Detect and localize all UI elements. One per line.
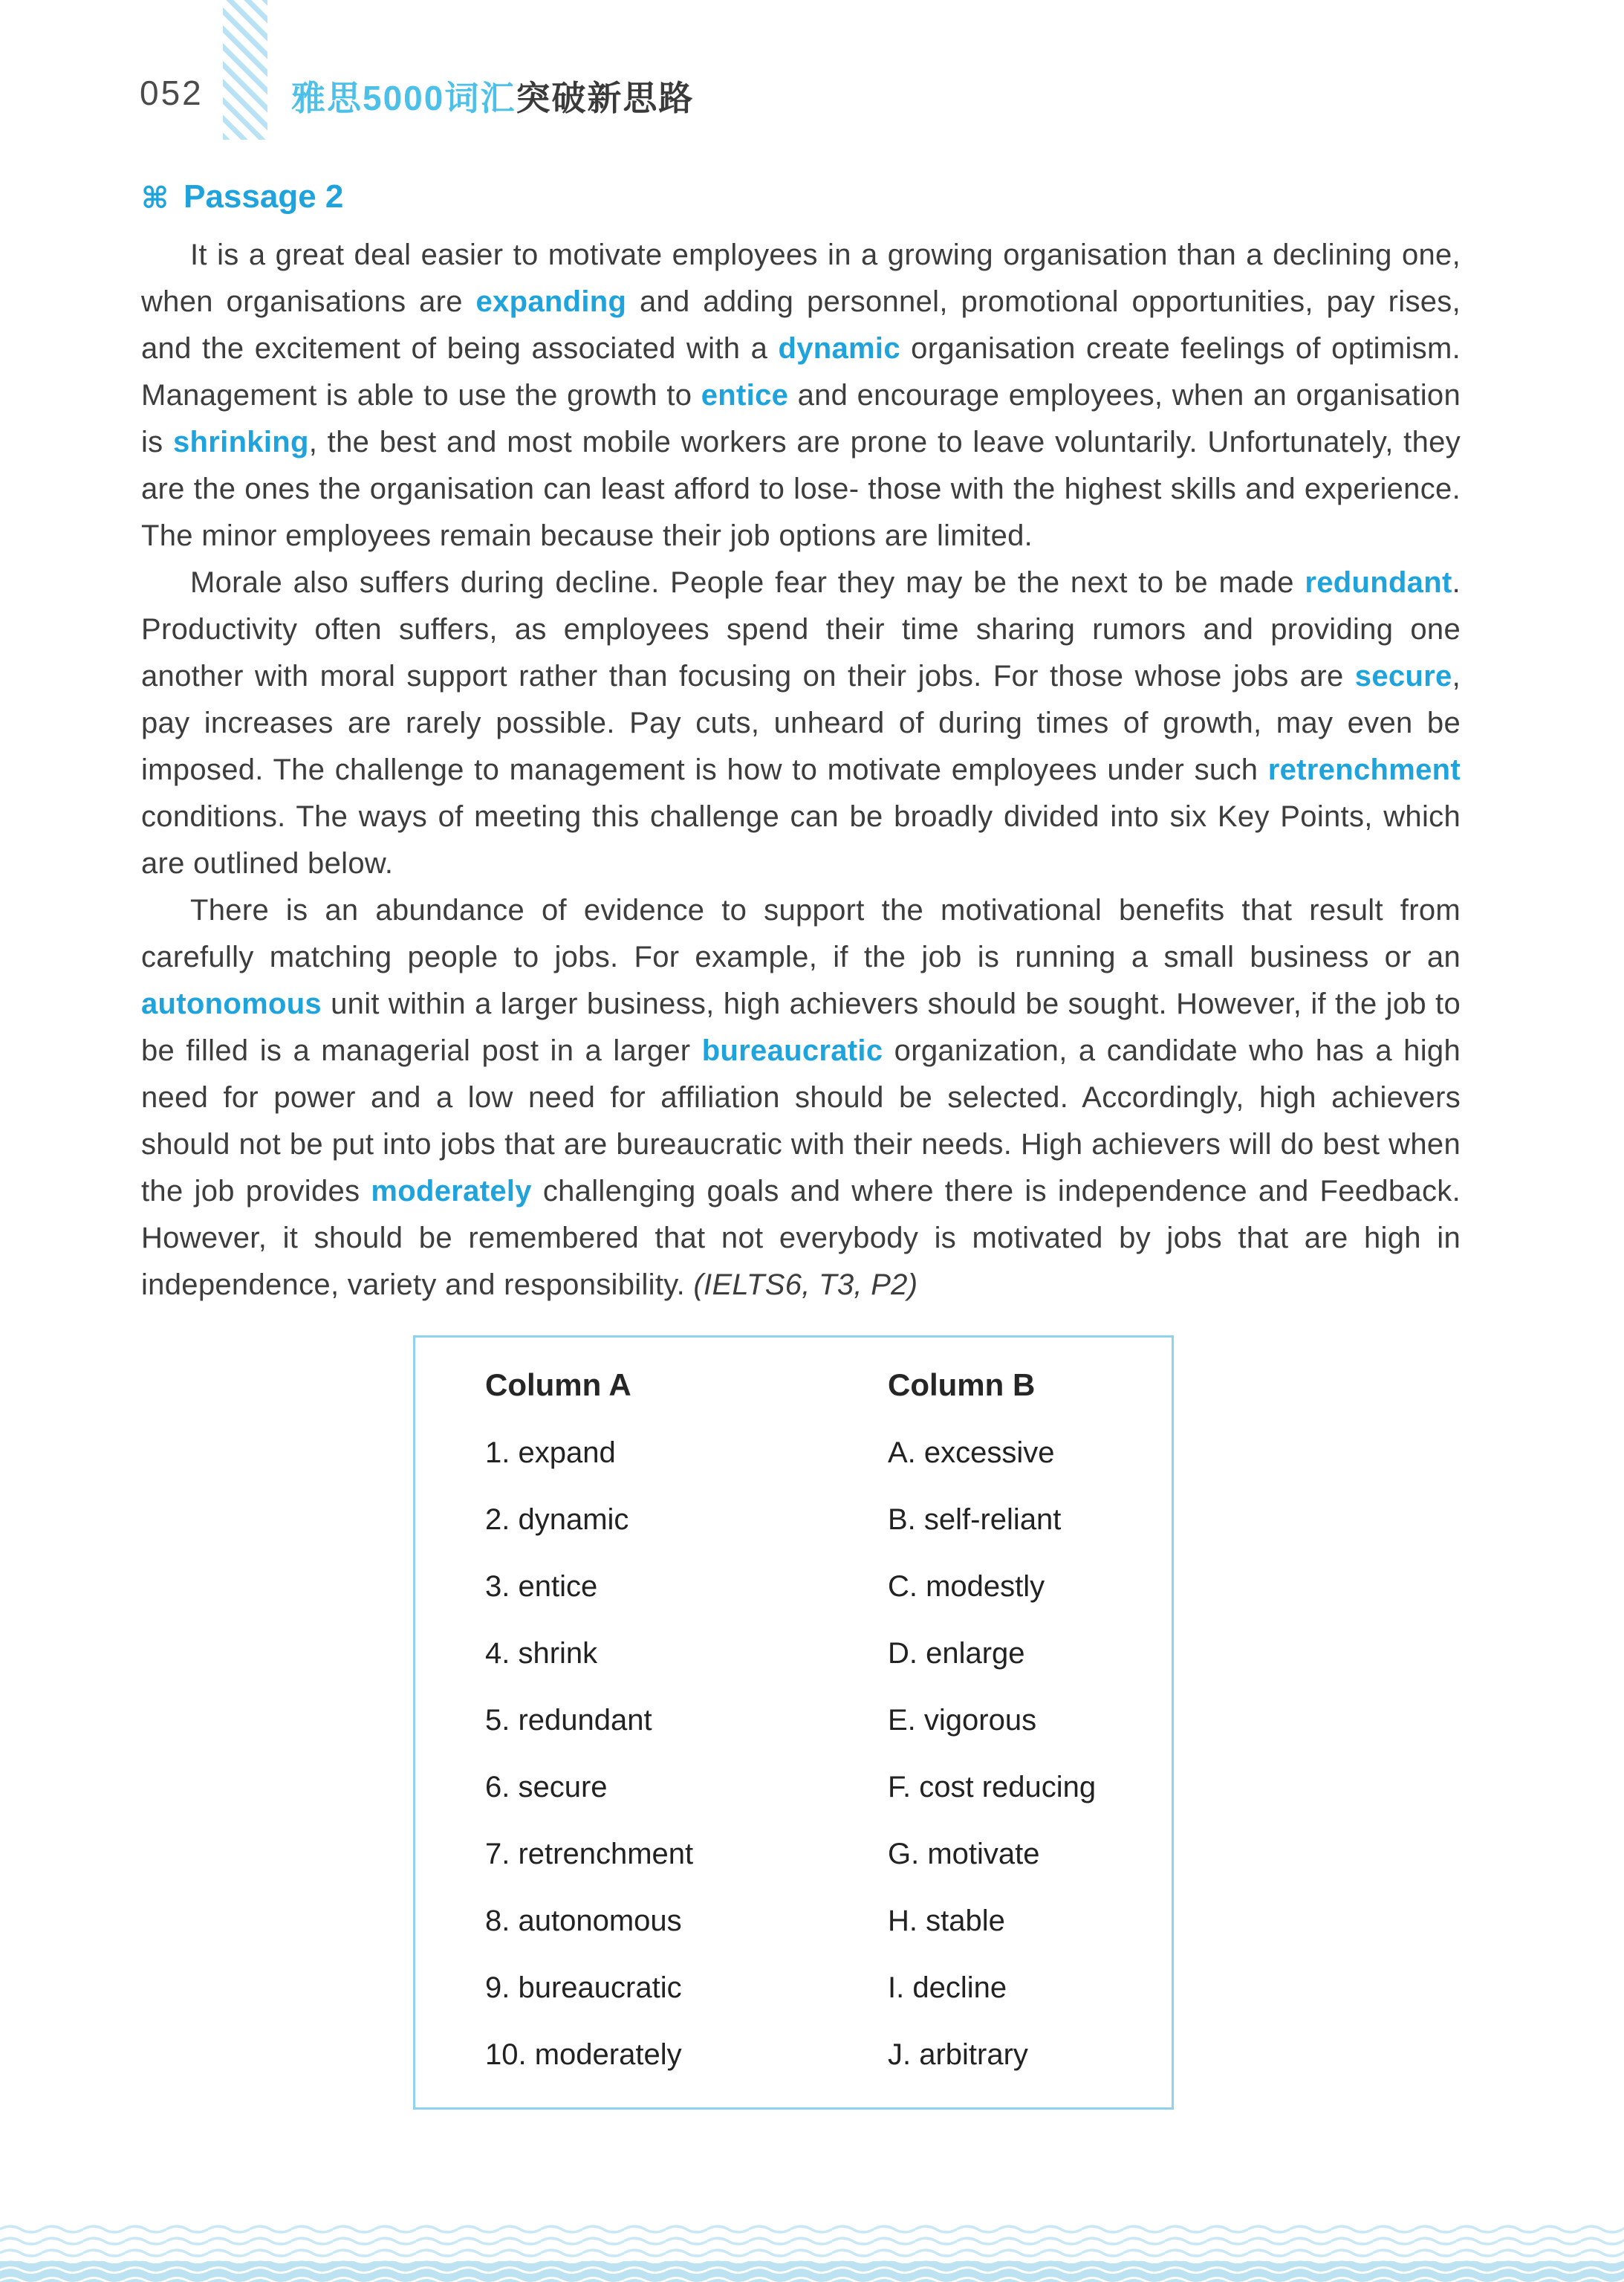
passage-body [141, 232, 1461, 1309]
vocab-highlight: retrenchment [1267, 753, 1461, 786]
match-grid [485, 1357, 1142, 2088]
passage-paragraph [141, 232, 1461, 560]
paragraph-text: There is an abundance of evidence to support the motivational benefits that result from carefully matching people to jobs. For example, if the job is running a small business or an [141, 894, 1461, 973]
vocab-highlight: moderately [371, 1175, 532, 1208]
column-b-item: I. decline [888, 1971, 1007, 2004]
vocab-highlight: bureaucratic [701, 1034, 883, 1067]
book-title-series: 雅思5000词汇 [291, 79, 516, 117]
vocab-highlight: dynamic [778, 332, 900, 365]
paragraph-text: , the best and most mobile workers are prone to leave voluntarily. Unfortunately, they are the ones the organisation can least afford to lose- those with the highest skills and experience. The minor employees remain because their job options are limited. [141, 426, 1461, 552]
vocab-highlight: redundant [1305, 566, 1452, 599]
vocab-highlight: secure [1354, 660, 1452, 693]
column-a-item: 2. dynamic [485, 1503, 629, 1536]
matching-exercise-box [413, 1335, 1174, 2110]
paragraph-text: conditions. The ways of meeting this challenge can be broadly divided into six Key Points, which are outlined below. [141, 800, 1461, 880]
passage-heading [141, 178, 1461, 215]
page-number: 052 [140, 74, 204, 112]
paragraph-text: , pay increases are rarely possible. Pay cuts, unheard of during times of growth, may even be imposed. The challenge to management is how to motivate employees under such [141, 660, 1461, 786]
column-a-item: 10. moderately [485, 2038, 682, 2071]
vocab-highlight: expanding [475, 285, 627, 318]
column-b-item: G. motivate [888, 1838, 1040, 1870]
paragraph-text: and adding personnel, promotional opportunities, pay rises, and the excitement of being associated with a [141, 285, 1461, 365]
column-a-item: 4. shrink [485, 1637, 598, 1670]
column-a-header: Column A [485, 1367, 631, 1402]
paragraph-text: It is a great deal easier to motivate employees in a growing organisation than a declining one, when organisations are [141, 239, 1461, 318]
passage-heading-label: Passage 2 [183, 178, 344, 215]
column-b-item: A. excessive [888, 1436, 1055, 1469]
passage-marker-icon: ⌘ [141, 182, 169, 215]
column-a-item: 7. retrenchment [485, 1838, 694, 1870]
paragraph-text: challenging goals and where there is independence and Feedback. However, it should be remembered that not everybody is motivated by jobs that are high in independence, variety and responsibility. [141, 1175, 1461, 1301]
paragraph-text: organization, a candidate who has a high need for power and a low need for affiliation should be selected. Accordingly, high achievers should not be put into jobs that are bureaucratic with their needs. High achievers will do best when the job provides [141, 1034, 1461, 1208]
column-b-item: B. self-reliant [888, 1503, 1062, 1536]
column-b-item: C. modestly [888, 1570, 1045, 1603]
column-a-item: 3. entice [485, 1570, 598, 1603]
column-b-item: F. cost reducing [888, 1771, 1097, 1803]
column-a-item: 1. expand [485, 1436, 616, 1469]
column-b-header: Column B [888, 1367, 1036, 1402]
column-b-item: E. vigorous [888, 1704, 1037, 1737]
page-header [0, 0, 1624, 149]
paragraph-text: organisation create feelings of optimism. Management is able to use the growth to [141, 332, 1461, 412]
column-a-item: 8. autonomous [485, 1905, 682, 1937]
source-citation: (IELTS6, T3, P2) [693, 1268, 918, 1301]
column-b-item: H. stable [888, 1905, 1005, 1937]
paragraph-text: and encourage employees, when an organisation is [141, 379, 1461, 458]
column-a-item: 9. bureaucratic [485, 1971, 682, 2004]
ribbon-decoration [223, 0, 267, 140]
footer-wave-decoration [0, 2223, 1624, 2282]
passage-paragraph [141, 560, 1461, 887]
column-b-item: D. enlarge [888, 1637, 1025, 1670]
paragraph-text: unit within a larger business, high achievers should be sought. However, if the job to be filled is a managerial post in a larger [141, 988, 1461, 1067]
column-a-item: 6. secure [485, 1771, 608, 1803]
vocab-highlight: entice [701, 379, 789, 412]
book-title [291, 71, 694, 120]
paragraph-text: . Productivity often suffers, as employees spend their time sharing rumors and providing one another with moral support rather than focusing on their jobs. For those whose jobs are [141, 566, 1461, 693]
column-a-item: 5. redundant [485, 1704, 652, 1737]
page-content [141, 178, 1461, 2110]
vocab-highlight: shrinking [173, 426, 309, 458]
passage-paragraph [141, 887, 1461, 1309]
book-title-subtitle: 突破新思路 [516, 79, 695, 117]
column-b-item: J. arbitrary [888, 2038, 1028, 2071]
paragraph-text: Morale also suffers during decline. People fear they may be the next to be made [190, 566, 1305, 599]
vocab-highlight: autonomous [141, 988, 322, 1020]
